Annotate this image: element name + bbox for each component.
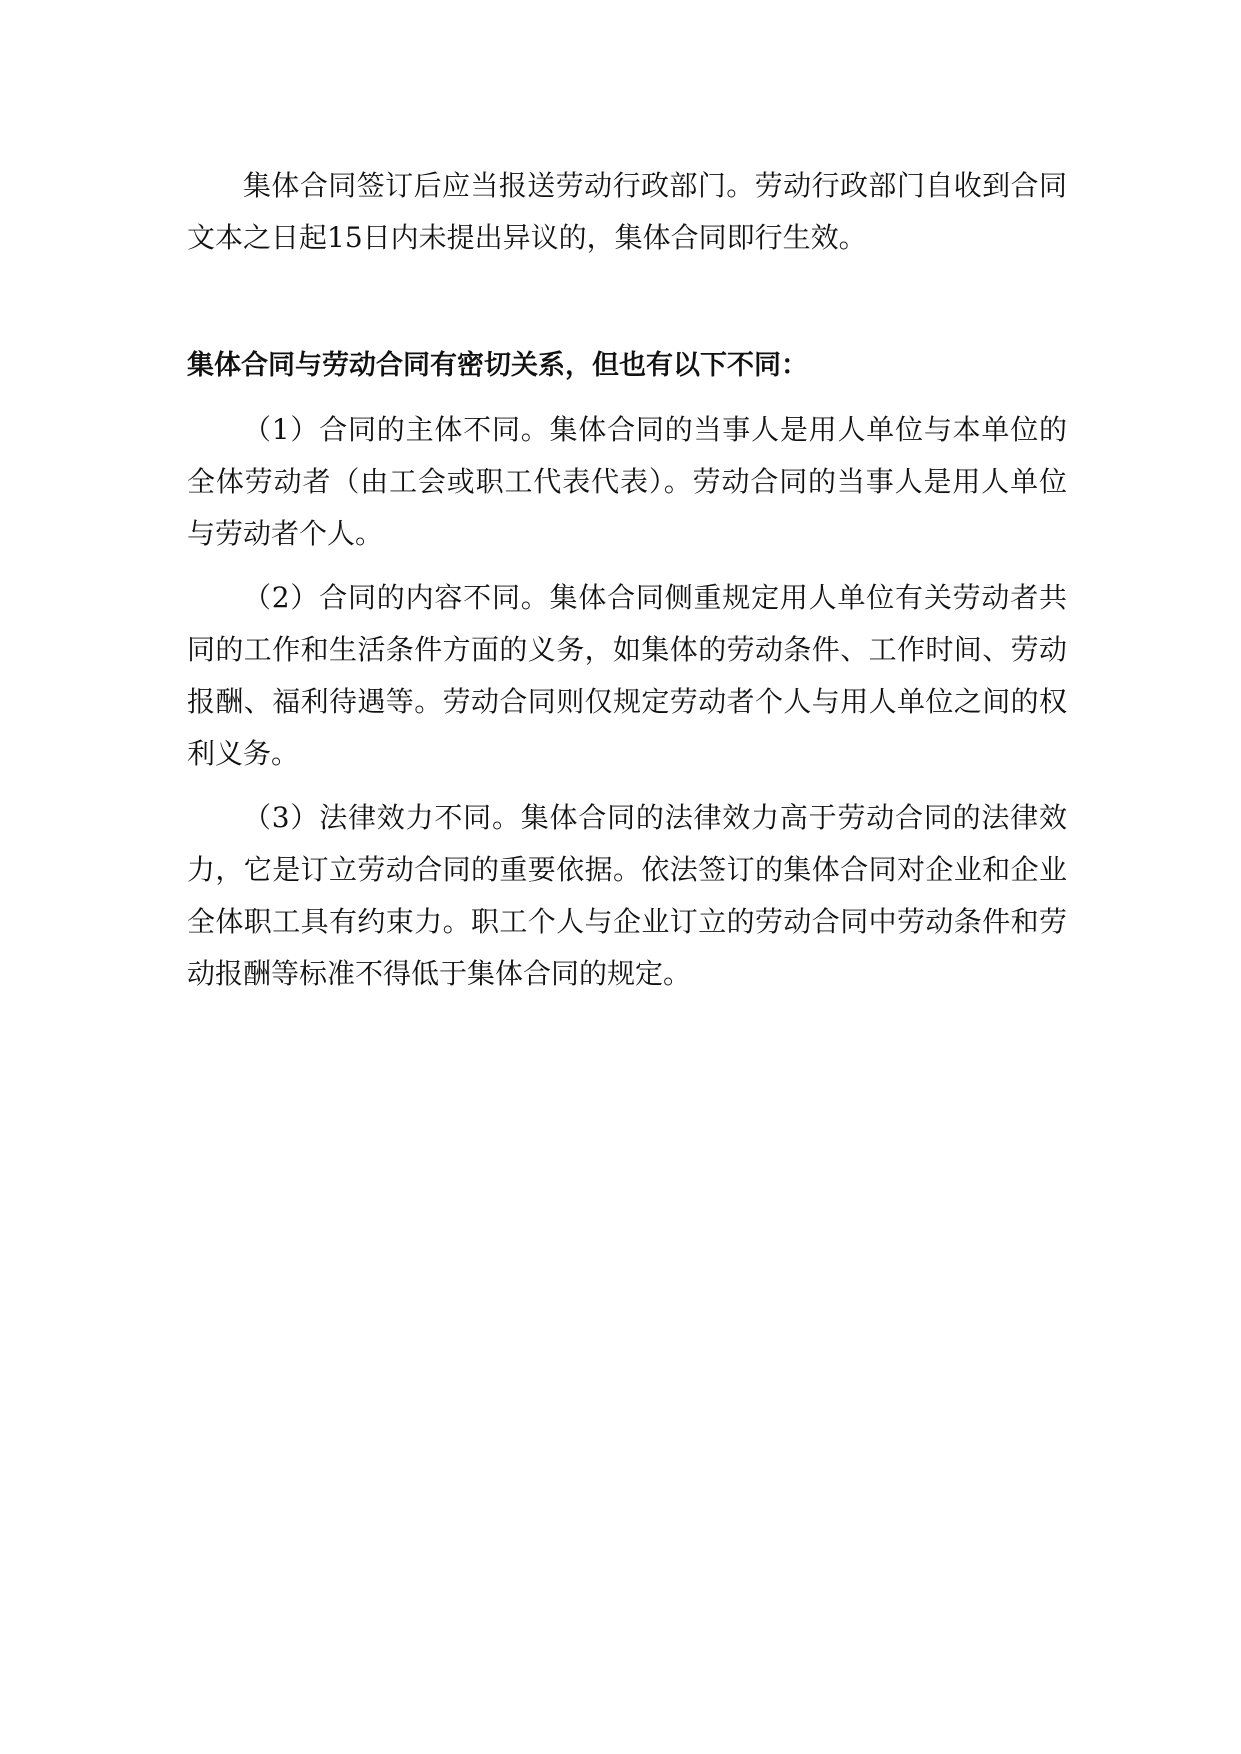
point-paragraph-1: （1）合同的主体不同。集体合同的当事人是用人单位与本单位的全体劳动者（由工会或职工代表代表）。劳动合同的当事人是用人单位与劳动者个人。 xyxy=(187,413,1067,550)
document-body xyxy=(187,160,1067,1012)
section-heading: 集体合同与劳动合同有密切关系，但也有以下不同： xyxy=(187,350,808,381)
intro-paragraph: 集体合同签订后应当报送劳动行政部门。劳动行政部门自收到合同文本之日起15日内未提出异议的，集体合同即行生效。 xyxy=(187,169,1067,254)
point-paragraph-3: （3）法律效力不同。集体合同的法律效力高于劳动合同的法律效力，它是订立劳动合同的重要依据。依法签订的集体合同对企业和企业全体职工具有约束力。职工个人与企业订立的劳动合同中劳动条件和劳动报酬等标准不得低于集体合同的规定。 xyxy=(187,801,1067,990)
point-paragraph-2: （2）合同的内容不同。集体合同侧重规定用人单位有关劳动者共同的工作和生活条件方面的义务，如集体的劳动条件、工作时间、劳动报酬、福利待遇等。劳动合同则仅规定劳动者个人与用人单位之间的权利义务。 xyxy=(187,581,1067,770)
